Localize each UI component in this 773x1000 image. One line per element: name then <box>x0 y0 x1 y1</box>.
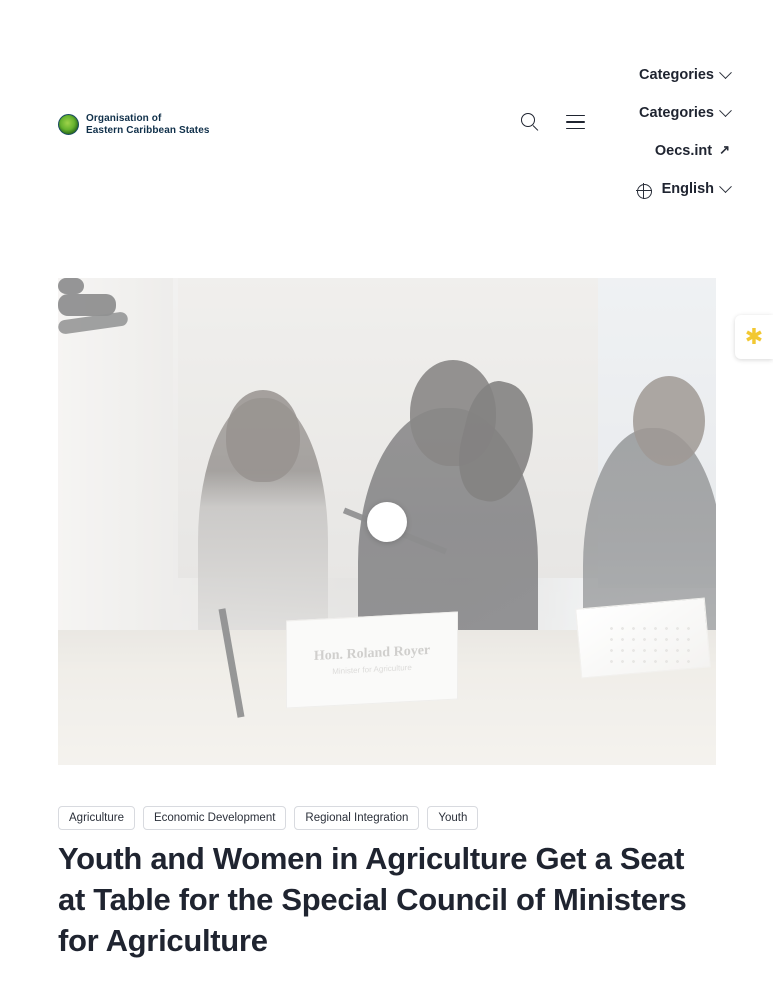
star-burst-icon: ✱ <box>744 324 764 349</box>
tag-regional-integration[interactable]: Regional Integration <box>294 806 419 830</box>
language-label: English <box>661 181 714 197</box>
tag-agriculture[interactable]: Agriculture <box>58 806 135 830</box>
person-left-head <box>226 390 300 482</box>
primary-navigation <box>410 56 730 208</box>
brand-line-1: Organisation of <box>86 113 162 124</box>
microphone-base-left <box>58 294 116 316</box>
chevron-down-icon <box>719 104 732 117</box>
nav-label: Categories <box>639 105 714 121</box>
hero-video-thumbnail[interactable] <box>58 278 716 765</box>
nav-label: Categories <box>639 67 714 83</box>
play-button-icon[interactable] <box>367 502 407 542</box>
perforated-paper-pattern <box>606 623 692 669</box>
globe-leaf-logo-icon <box>58 114 79 135</box>
chevron-down-icon <box>719 66 732 79</box>
page-title: Youth and Women in Agriculture Get a Seat at Table for the Special Council of Ministers for Agriculture <box>58 841 687 958</box>
brand-wordmark <box>86 113 210 136</box>
microphone-head-center <box>58 278 84 294</box>
arrow-up-right-icon: ↗ <box>719 142 730 157</box>
globe-icon <box>637 184 652 199</box>
article-tag-list <box>58 806 478 830</box>
floating-accessibility-widget[interactable] <box>735 315 773 359</box>
nav-label: Oecs.int <box>654 143 713 159</box>
site-logo-link[interactable] <box>58 113 210 136</box>
nav-item-oecs-int[interactable] <box>410 132 730 170</box>
nameplate-name: Hon. Roland Royer <box>313 642 431 665</box>
language-selector[interactable] <box>410 170 730 208</box>
chevron-down-icon <box>719 180 732 193</box>
delegate-nameplate <box>286 611 458 708</box>
tag-youth[interactable]: Youth <box>427 806 478 830</box>
nav-item-categories-2[interactable] <box>410 94 730 132</box>
brand-line-2: Eastern Caribbean States <box>86 124 210 136</box>
nameplate-subtitle: Minister for Agriculture <box>332 662 412 677</box>
tag-economic-development[interactable]: Economic Development <box>143 806 286 830</box>
site-header <box>0 0 773 265</box>
person-right-head <box>633 376 705 466</box>
nav-item-categories-1[interactable] <box>410 56 730 94</box>
